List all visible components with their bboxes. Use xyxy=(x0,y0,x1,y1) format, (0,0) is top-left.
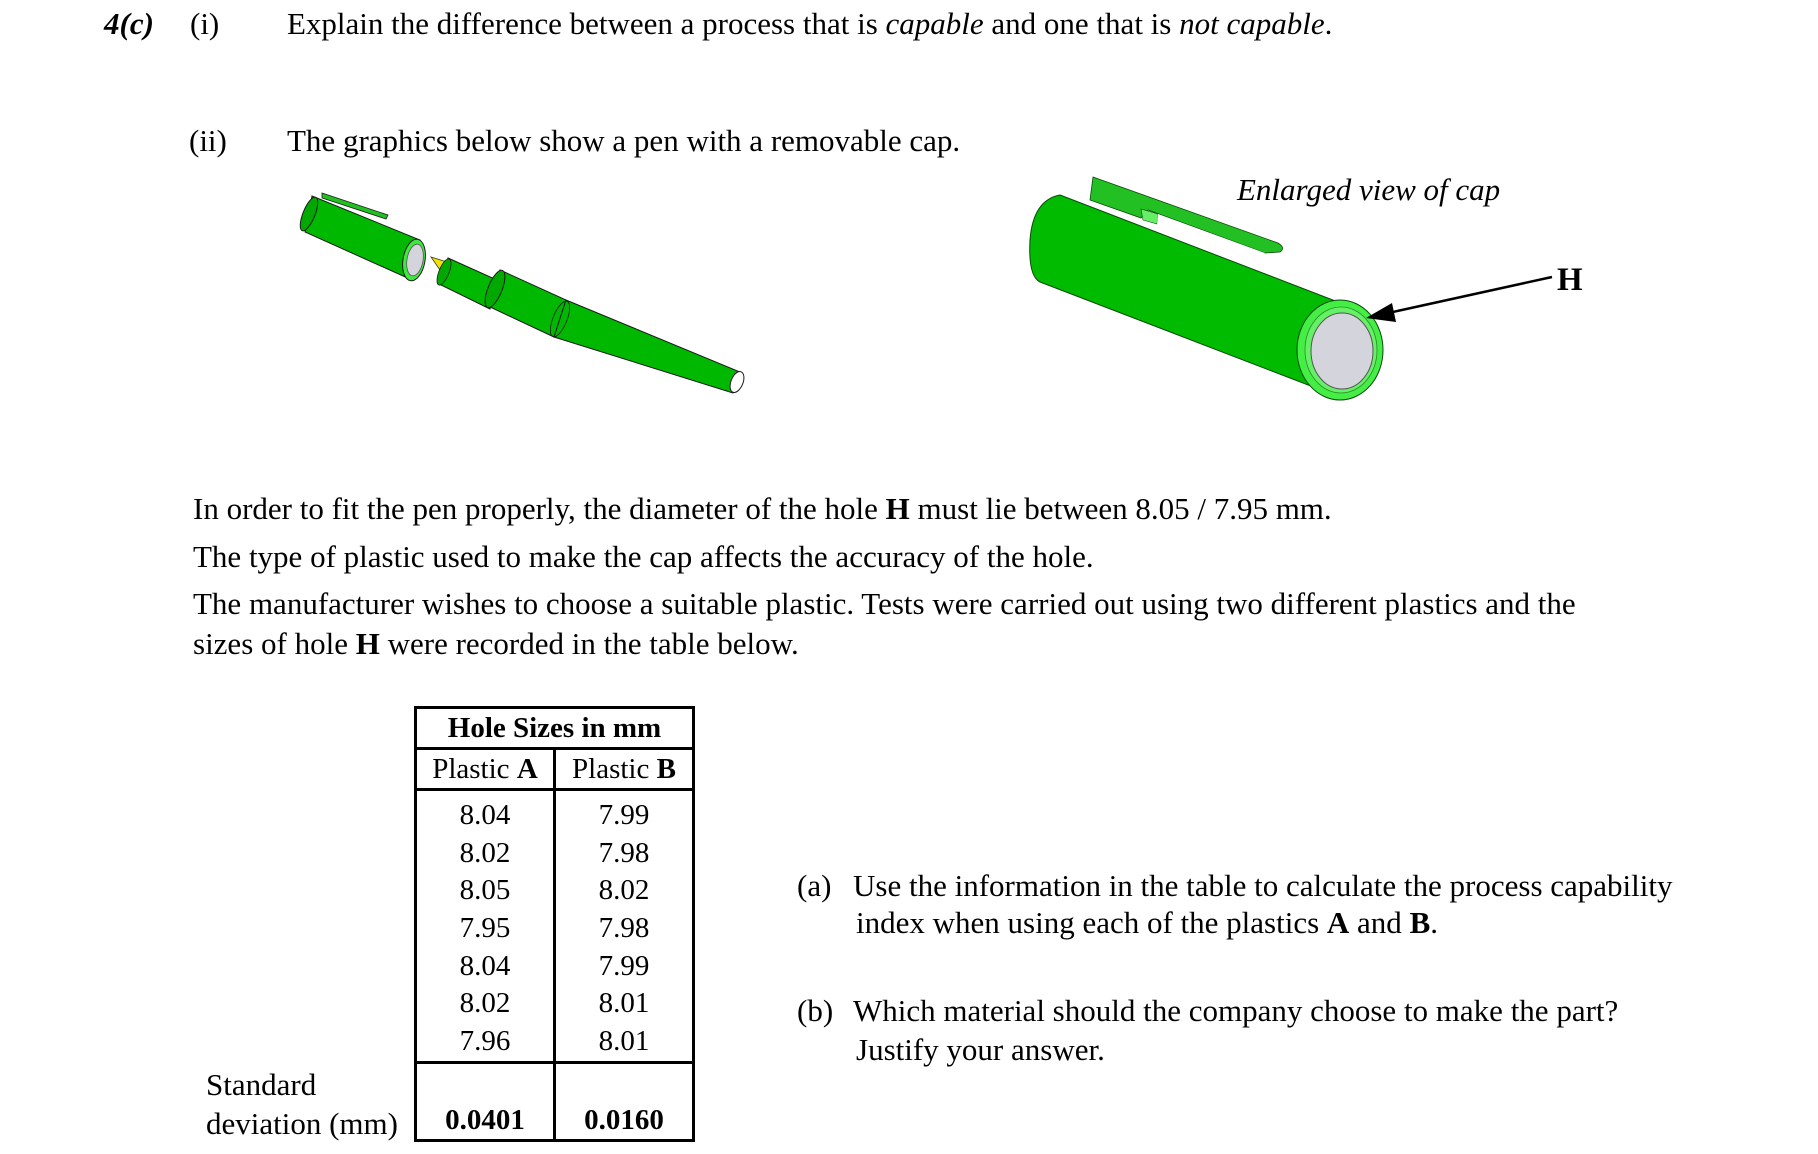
task-b-line2: Justify your answer. xyxy=(856,1032,1105,1067)
col-a-letter: A xyxy=(516,752,538,785)
task-b-label: (b) xyxy=(797,993,834,1028)
column-header-plastic-a xyxy=(416,749,555,790)
part-ii-label: (ii) xyxy=(189,123,227,158)
para-line4-h: H xyxy=(355,626,380,661)
col-b-letter: B xyxy=(656,752,676,785)
table-header-row xyxy=(416,749,694,790)
table-cell: 8.02 xyxy=(459,987,511,1020)
table-cell: 8.04 xyxy=(459,949,511,982)
figure-caption: Enlarged view of cap xyxy=(1237,172,1501,207)
table-cell: 8.05 xyxy=(459,874,511,907)
table-cell: 7.98 xyxy=(598,836,650,869)
paragraph-line-2: The type of plastic used to make the cap affects the accuracy of the hole. xyxy=(193,539,1094,574)
part-i-label: (i) xyxy=(190,6,220,41)
table-title: Hole Sizes in mm xyxy=(416,708,694,749)
table-cell: 7.99 xyxy=(598,799,650,831)
paragraph-line-3: The manufacturer wishes to choose a suitable plastic. Tests were carried out using two different plastics and the xyxy=(193,586,1576,621)
small-cap-icon xyxy=(297,193,429,283)
std-dev-label-line2: deviation (mm) xyxy=(206,1106,398,1141)
col-a-prefix: Plastic xyxy=(432,752,517,785)
part-i-text-pre: Explain the difference between a process that is xyxy=(287,6,886,41)
plastic-a-values xyxy=(416,790,555,1063)
part-i-text-mid: and one that is xyxy=(983,6,1180,41)
table-cell: 8.02 xyxy=(598,874,650,907)
plastic-b-values xyxy=(555,790,694,1063)
para-line1-pre: In order to fit the pen properly, the diameter of the hole xyxy=(193,491,886,526)
table-cell: 7.95 xyxy=(459,912,511,945)
std-dev-label xyxy=(206,1065,398,1143)
hole-sizes-table xyxy=(414,706,695,1142)
task-a-line2-mid: and xyxy=(1349,905,1410,940)
std-dev-row xyxy=(416,1062,694,1140)
question-number: 4(c) xyxy=(104,6,154,41)
task-a-plastic-a: A xyxy=(1326,905,1350,940)
std-dev-plastic-b: 0.0160 xyxy=(555,1062,694,1140)
part-i-text xyxy=(287,8,1332,39)
table-title-row xyxy=(416,708,694,749)
task-a-line1: Use the information in the table to calculate the process capability xyxy=(853,868,1673,903)
task-a-line2-post: . xyxy=(1430,905,1438,940)
task-b-line1: Which material should the company choose to make the part? xyxy=(853,993,1619,1028)
table-cell: 8.02 xyxy=(459,836,511,869)
std-dev-plastic-a: 0.0401 xyxy=(416,1062,555,1140)
table-cell: 7.98 xyxy=(598,912,650,945)
not-capable-term: not capable xyxy=(1179,6,1325,41)
table-cell: 7.96 xyxy=(459,1025,511,1058)
table-cell: 8.01 xyxy=(598,1025,650,1058)
table-cell: 8.04 xyxy=(459,799,511,831)
capable-term: capable xyxy=(885,6,984,41)
column-header-plastic-b xyxy=(555,749,694,790)
paragraph-line-4 xyxy=(193,628,799,659)
hole-label-h: H xyxy=(1557,262,1583,298)
part-ii-text: The graphics below show a pen with a removable cap. xyxy=(287,123,961,158)
table-cell: 7.99 xyxy=(598,949,650,982)
std-dev-label-line1: Standard xyxy=(206,1067,317,1102)
part-i-text-post: . xyxy=(1324,6,1333,41)
task-a-line2-pre: index when using each of the plastics xyxy=(856,905,1327,940)
para-line4-pre: sizes of hole xyxy=(193,626,356,661)
para-line1-post: must lie between 8.05 / 7.95 mm. xyxy=(909,491,1332,526)
para-line1-h: H xyxy=(885,491,910,526)
table-cell: 8.01 xyxy=(598,987,650,1020)
pen-exploded-icon xyxy=(290,180,760,400)
col-b-prefix: Plastic xyxy=(572,752,657,785)
task-a-label: (a) xyxy=(797,868,832,903)
task-a-line2 xyxy=(856,907,1438,938)
para-line4-post: were recorded in the table below. xyxy=(379,626,799,661)
paragraph-line-1 xyxy=(193,493,1332,524)
task-a-plastic-b: B xyxy=(1409,905,1431,940)
table-data-row xyxy=(416,790,694,1063)
